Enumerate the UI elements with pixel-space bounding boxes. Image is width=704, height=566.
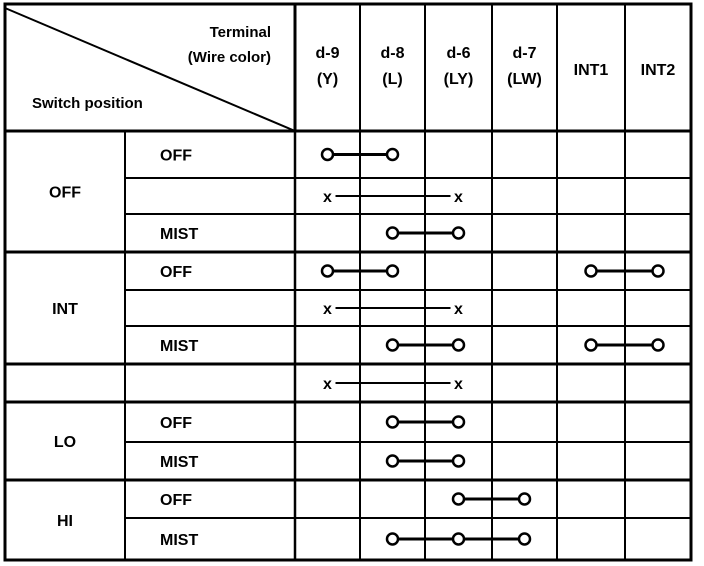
terminal-label: INT1 [573,62,609,79]
continuity-terminal-circle [453,417,464,428]
continuity-terminal-circle [387,340,398,351]
terminal-heading: Terminal [209,24,271,41]
switch-position-label: OFF [49,184,81,202]
wire-color-label: (L) [382,71,403,88]
terminal-label: d-6 [446,45,471,62]
terminal-x-mark: x [323,376,332,393]
continuity-terminal-circle [453,228,464,239]
continuity-terminal-circle [322,266,333,277]
table-border [5,4,691,560]
continuity-terminal-circle [653,340,664,351]
switch-position-label: INT [52,301,78,318]
continuity-terminal-circle [387,149,398,160]
sub-position-label: OFF [160,492,192,509]
terminal-x-mark: x [454,301,463,318]
continuity-terminal-circle [387,417,398,428]
continuity-terminal-circle [387,266,398,277]
continuity-terminal-circle [519,494,530,505]
terminal-label: d-8 [380,45,405,62]
table-header [32,24,675,112]
continuity-terminal-circle [653,266,664,277]
switch-position-heading: Switch position [32,95,143,112]
sub-position-label: MIST [160,532,199,549]
continuity-terminal-circle [586,266,597,277]
continuity-terminal-circle [387,534,398,545]
sub-position-label: OFF [160,264,192,281]
wire-color-label: (LY) [443,71,474,88]
continuity-terminal-circle [387,456,398,467]
sub-position-label: MIST [160,454,199,471]
sub-position-label: OFF [160,415,192,432]
continuity-terminal-circle [453,456,464,467]
continuity-terminal-circle [453,494,464,505]
terminal-x-mark: x [323,301,332,318]
terminal-label: d-7 [512,45,537,62]
terminal-x-mark: x [454,376,463,393]
terminal-label: d-9 [315,45,340,62]
continuity-terminal-circle [387,228,398,239]
continuity-terminal-circle [453,534,464,545]
terminal-x-mark: x [323,189,332,206]
terminal-x-mark: x [454,189,463,206]
switch-position-label: HI [57,513,73,530]
sub-position-label: MIST [160,226,199,243]
table-body [49,148,664,550]
sub-position-label: MIST [160,338,199,355]
continuity-terminal-circle [586,340,597,351]
wire-color-label: (Y) [316,71,339,88]
sub-position-label: OFF [160,147,192,165]
continuity-terminal-circle [453,340,464,351]
table-grid [5,4,691,560]
terminal-label: INT2 [640,62,676,79]
wire-color-label: (LW) [507,71,542,88]
switch-position-label: LO [53,434,77,451]
continuity-terminal-circle [519,534,530,545]
continuity-terminal-circle [322,149,333,160]
wire-color-heading: (Wire color) [187,49,271,66]
